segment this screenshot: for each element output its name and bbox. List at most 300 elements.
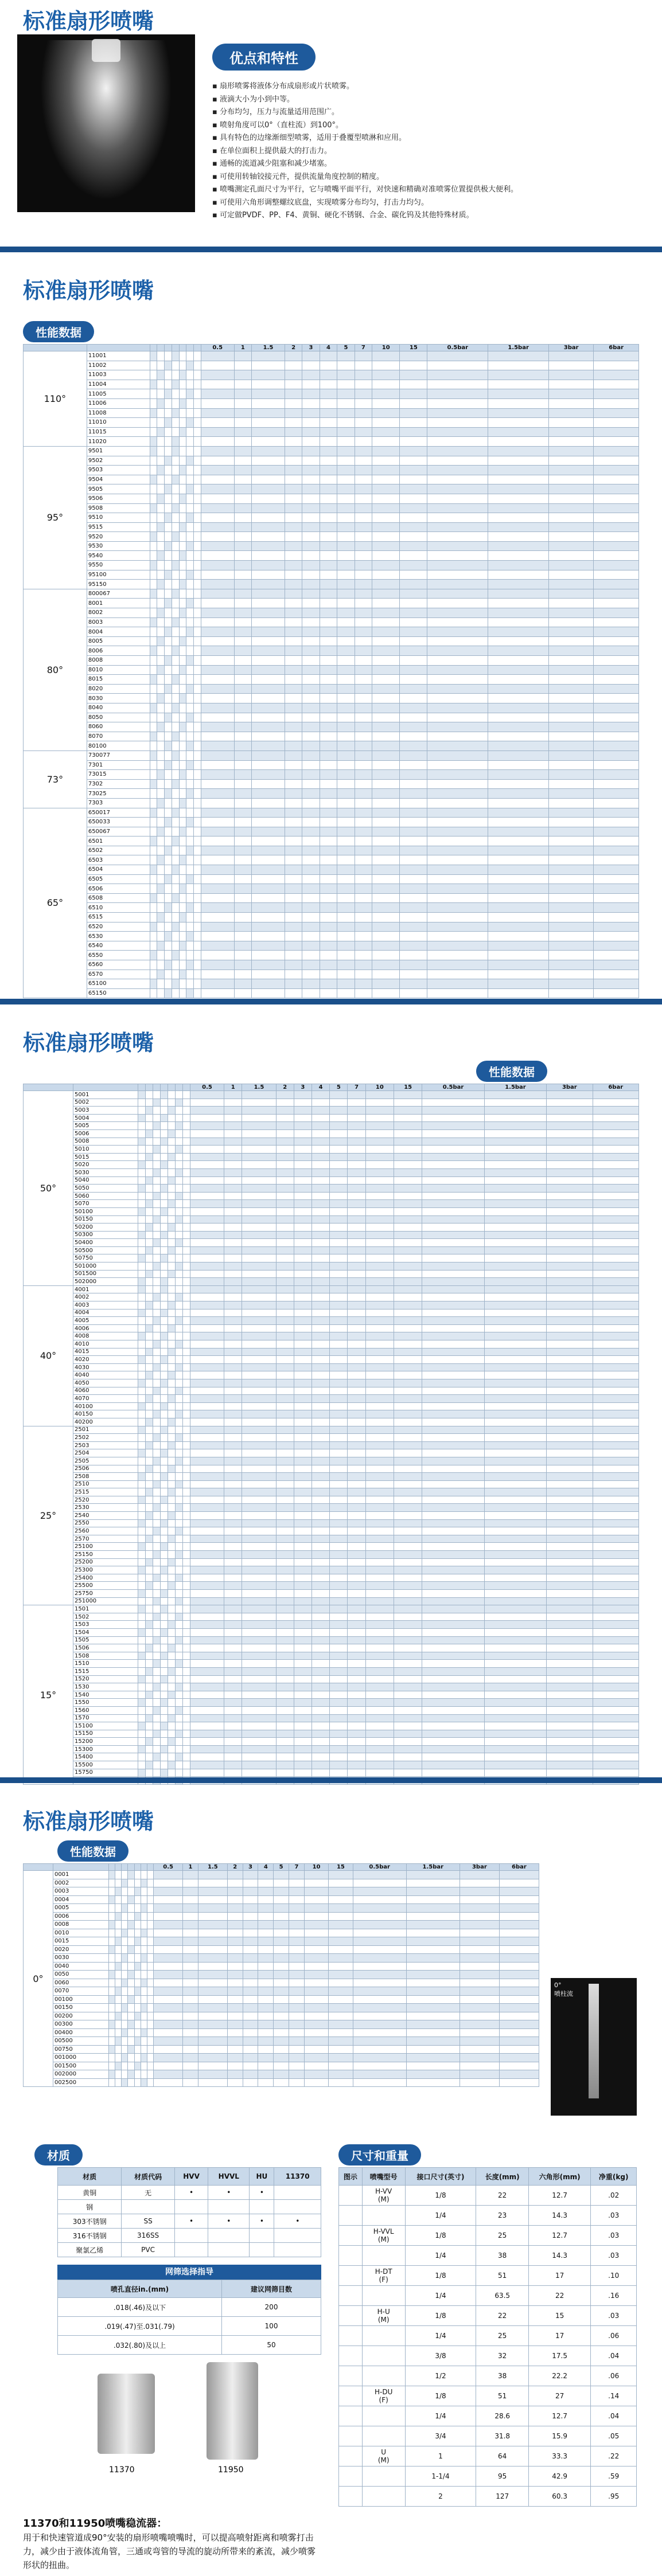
cell [174,2243,208,2257]
table-row [24,1122,639,1130]
flow-code: 0015 [53,1937,108,1946]
flow-code: 1502 [73,1613,138,1621]
flow-code: 80100 [87,741,150,751]
flow-code: 15100 [73,1722,138,1730]
cell: 1/4 [405,2206,476,2226]
table-row [24,1613,639,1621]
flow-code: 8008 [87,656,150,666]
table-row [24,836,639,846]
flow-code: 40100 [73,1402,138,1410]
cell: 51 [476,2386,529,2406]
cell: 38 [476,2246,529,2266]
table-row [24,1769,639,1777]
flow-code: 15150 [73,1730,138,1738]
flow-code: 0005 [53,1904,108,1913]
flow-code: 8070 [87,732,150,741]
flow-code: 50750 [73,1254,138,1262]
cell: 316SS [122,2229,174,2243]
pressure-col: 4 [320,345,337,351]
table-row [24,418,639,428]
flow-code: 4020 [73,1356,138,1364]
flow-code: 4015 [73,1348,138,1356]
table-row [24,1223,639,1232]
table-row [24,1652,639,1660]
flow-code: 50500 [73,1246,138,1254]
cell [362,2487,405,2507]
flow-code: 25400 [73,1574,138,1582]
table-row [24,675,639,685]
cell: PVC [122,2243,174,2257]
flow-code: 95100 [87,570,150,580]
flow-code: 8005 [87,636,150,646]
perf-table [23,344,639,998]
table-row [24,1153,639,1161]
table-row [24,1636,639,1644]
flow-code: 9520 [87,532,150,542]
angle-col: 0.5bar [422,1084,484,1091]
table-row [24,1176,639,1185]
flow-code: 800067 [87,589,150,599]
flow-code: 2508 [73,1473,138,1481]
flow-code: 4002 [73,1293,138,1301]
table-row [24,1278,639,1286]
flow-code: 502000 [73,1278,138,1286]
table-row [24,1402,639,1410]
features-pill: 优点和特性 [212,44,316,71]
cell [362,2206,405,2226]
flow-code: 5010 [73,1146,138,1154]
cell: 15.9 [528,2426,590,2446]
table-row [24,1937,539,1946]
table-row [24,865,639,875]
table-row [24,370,639,380]
cell: 钢 [58,2200,122,2214]
section3-header [23,1022,639,1062]
flow-code: 0040 [53,1962,108,1971]
table-row [24,1231,639,1239]
flow-code: 650067 [87,827,150,836]
header-cell: 六角形(mm) [528,2168,590,2186]
table-row [24,827,639,836]
cell: .05 [591,2426,637,2446]
angle-cell: 65° [24,808,87,998]
flow-code: 5015 [73,1153,138,1161]
flow-code: 50150 [73,1215,138,1223]
table-row [24,1660,639,1668]
flow-code: 1505 [73,1636,138,1644]
cell: 51 [476,2266,529,2286]
table-row [24,656,639,666]
flow-code: 501500 [73,1270,138,1278]
flow-code: 2506 [73,1465,138,1473]
table-row [339,2406,637,2426]
table-row [24,1340,639,1348]
flow-code: 9504 [87,475,150,484]
table-row [24,1246,639,1254]
cell: 1/8 [405,2226,476,2246]
header-cell: 接口尺寸(英寸) [405,2168,476,2186]
cell: .032(.80)及以上 [58,2336,222,2355]
table-row [24,1597,639,1605]
table-row [24,922,639,932]
cell: 22.2 [528,2366,590,2386]
table-row [24,627,639,637]
table-row [24,1262,639,1271]
section3-pill: 性能数据 [476,1061,547,1082]
table-row [24,1527,639,1535]
table-row [24,1207,639,1215]
table-row [24,361,639,370]
cell: .95 [591,2487,637,2507]
table-row [24,1675,639,1683]
cell [274,2186,321,2200]
flow-code: 9501 [87,446,150,456]
table-row [24,1114,639,1122]
table-row [24,694,639,703]
flow-code: 9503 [87,466,150,475]
table-row [24,893,639,903]
flow-code: 1510 [73,1660,138,1668]
table-row [24,570,639,580]
cell: 42.9 [528,2466,590,2487]
table-row [24,561,639,570]
cell: 50 [222,2336,321,2355]
flow-code: 8060 [87,722,150,732]
flow-code: 1503 [73,1621,138,1629]
table-row [24,446,639,456]
performance-table-1 [23,344,639,998]
cell: 23 [476,2206,529,2226]
table-row [24,475,639,484]
flow-code: 2502 [73,1434,138,1442]
table-row [24,808,639,818]
flow-code: 6503 [87,855,150,865]
table-row [24,1871,539,1879]
table-row [24,760,639,770]
table-row [24,750,639,760]
table-row [58,2186,321,2200]
flow-code: 8030 [87,694,150,703]
angle-cell: 80° [24,589,87,750]
flow-code: 11004 [87,380,150,389]
table-row [24,1722,639,1730]
header-cell: 材质代码 [122,2168,174,2186]
pressure-col: 7 [348,1084,365,1091]
table-row [24,580,639,589]
pressure-col: 15 [394,1084,422,1091]
table-row [24,684,639,694]
table-row [24,855,639,865]
table-row [24,1543,639,1551]
feature-item: ▪ 在单位面积上提供最大的打击力。 [212,146,332,155]
flow-code: 1520 [73,1675,138,1683]
flow-code: 4001 [73,1285,138,1293]
flow-code: 8004 [87,627,150,637]
table-row [24,1971,539,1979]
table-row [24,1465,639,1473]
table-row [24,1582,639,1590]
table-row [24,1449,639,1457]
cell [274,2200,321,2214]
flow-code: 2560 [73,1527,138,1535]
pressure-col: 7 [355,345,372,351]
table-row [24,770,639,780]
flow-code: 00200 [53,2012,108,2020]
pressure-col: 0.5 [190,1084,224,1091]
angle-cell: 15° [24,1605,73,1785]
flow-code: 0060 [53,1979,108,1987]
cell: 22 [528,2286,590,2306]
flow-code: 4040 [73,1371,138,1379]
table-row [339,2186,637,2206]
table-row [24,437,639,447]
flow-code: 6504 [87,865,150,875]
flow-code: 9502 [87,456,150,466]
angle-col: 0.5bar [427,345,488,351]
angle-col: 6bar [594,345,639,351]
flow-code: 4008 [73,1332,138,1340]
cell: 3/4 [405,2426,476,2446]
flow-code: 4003 [73,1301,138,1310]
header-cell: 喷孔直径in.(mm) [58,2280,222,2298]
section2-header [23,269,639,310]
section3-title: 标准扇形喷嘴 [23,1030,154,1056]
flow-code: 9550 [87,561,150,570]
flow-code: 0001 [53,1871,108,1879]
cell: .04 [591,2346,637,2366]
cell [274,2229,321,2243]
table-row [24,951,639,960]
cell [362,2406,405,2426]
table-row [24,1519,639,1527]
pressure-col: 2 [227,1864,243,1871]
footer-text: 用于和快速管道成90°安装的扇形喷嘴喷嘴时，可以提高喷射距离和喷雾打击力，减少由于液体流角管，三通或弯管的导流的旋动所带来的紊流，减少喷雾形状的扭曲。 [23,2532,316,2570]
table-row [24,1426,639,1434]
header-cell: HVV [174,2168,208,2186]
pressure-col: 1.5 [252,345,285,351]
pressure-col: 10 [372,345,400,351]
cell: .06 [591,2366,637,2386]
flow-code: 6550 [87,951,150,960]
table-row [24,722,639,732]
header-cell: 建议网筛目数 [222,2280,321,2298]
table-row [24,1738,639,1746]
cell [250,2243,274,2257]
flow-code: 5050 [73,1185,138,1193]
flow-code: 40150 [73,1410,138,1418]
table-row [24,1091,639,1099]
flow-code: 1530 [73,1683,138,1691]
cell [339,2346,363,2366]
feature-item: ▪ 喷嘴测定孔面尺寸为平行，它与喷嘴平面平行，对快速和精确对准喷雾位置提供极大便利。 [212,185,518,194]
flow-code: 00400 [53,2028,108,2037]
cell [362,2346,405,2366]
flow-code: 650033 [87,818,150,827]
table-row [24,903,639,913]
table-row [24,1879,539,1887]
flow-code: 8020 [87,684,150,694]
angle-cell: 50° [24,1091,73,1286]
section4-header [23,1800,639,1840]
cell: U (M) [362,2446,405,2466]
cell: 200 [222,2298,321,2317]
table-row [24,380,639,389]
flow-code: 11015 [87,427,150,437]
table-row [24,960,639,970]
flow-code: 7302 [87,779,150,789]
cell: .04 [591,2406,637,2426]
cell [208,2243,250,2257]
dimensions-pill: 尺寸和重量 [338,2144,421,2165]
separator [0,999,662,1004]
flow-code: 6505 [87,874,150,884]
flow-code: 11003 [87,370,150,380]
table-row [24,874,639,884]
table-row [24,1945,539,1954]
flow-code: 11010 [87,418,150,428]
flow-code: 6560 [87,960,150,970]
table-row [24,1954,539,1963]
flow-code: 1570 [73,1714,138,1722]
feature-item: ▪ 扇形喷雾将液体分布成扇形或片状喷雾。 [212,82,354,91]
table-row [24,1129,639,1137]
table-row [24,532,639,542]
angle-col: 3bar [547,1084,593,1091]
flow-code: 9530 [87,541,150,551]
table-row [24,2045,539,2054]
cell: 17 [528,2326,590,2346]
flow-code: 5070 [73,1200,138,1208]
cell: H-DU (F) [362,2386,405,2406]
nozzle-photo [17,34,195,212]
nozzle-11950-illustration [207,2362,258,2460]
table-row [24,979,639,989]
cell [250,2200,274,2214]
table-row [339,2246,637,2266]
flow-code: 5060 [73,1192,138,1200]
materials-pill: 材质 [34,2144,83,2165]
flow-code: 00300 [53,2020,108,2029]
flow-code: 8001 [87,599,150,608]
flow-code: 7301 [87,760,150,770]
table-row [24,1301,639,1310]
flow-code: 8015 [87,675,150,685]
table-row [24,351,639,361]
cell: 1/2 [405,2366,476,2386]
angle-col: 1.5bar [406,1864,459,1871]
flow-code: 2550 [73,1519,138,1527]
flow-code: 11006 [87,398,150,408]
cell: 黄铜 [58,2186,122,2200]
angle-col: 1.5bar [484,1084,546,1091]
cell: 32 [476,2346,529,2366]
flow-code: 2503 [73,1441,138,1449]
table-row [339,2306,637,2326]
flow-code: 4060 [73,1387,138,1395]
cell [339,2406,363,2426]
flow-code: 8002 [87,608,150,618]
flow-code: 002000 [53,2070,108,2079]
angle-col: 3bar [549,345,594,351]
header-cell: 图示 [339,2168,363,2186]
table-row [24,1987,539,1996]
cell: 31.8 [476,2426,529,2446]
flow-code: 5005 [73,1122,138,1130]
cell: 1/4 [405,2286,476,2306]
table-row [24,1504,639,1512]
flow-code: 2504 [73,1449,138,1457]
angle-cell: 40° [24,1285,73,1426]
flow-code: 5001 [73,1091,138,1099]
table-row [24,617,639,627]
cell [339,2286,363,2306]
flow-code: 6506 [87,884,150,894]
feature-item: ▪ 可使用六角形调整螺纹底盘，实现喷雾分布均匀，打击力均匀。 [212,198,429,207]
angle-cell: 110° [24,351,87,447]
table-row [24,1962,539,1971]
pressure-col: 3 [294,1084,311,1091]
flow-code: 0006 [53,1912,108,1921]
table-row [24,713,639,722]
table-row [339,2346,637,2366]
cell: 1/8 [405,2186,476,2206]
flow-code: 5030 [73,1168,138,1176]
flow-code: 0070 [53,1987,108,1996]
table-row [24,1457,639,1465]
table-row [24,1254,639,1262]
cell: H-VV (M) [362,2186,405,2206]
table-row [24,988,639,998]
table-row [24,636,639,646]
table-row [24,1356,639,1364]
cell [122,2200,174,2214]
cell: .03 [591,2206,637,2226]
table-row [24,1317,639,1325]
cell: 无 [122,2186,174,2200]
cell: • [174,2186,208,2200]
pressure-col: 15 [400,345,427,351]
table-row [24,1168,639,1176]
cell: • [208,2186,250,2200]
table-row [24,1699,639,1707]
table-row [24,1379,639,1387]
flow-code: 6540 [87,941,150,951]
flow-code: 2530 [73,1504,138,1512]
pressure-col: 4 [258,1864,274,1871]
table-row [24,1691,639,1699]
table-row [24,779,639,789]
flow-code: 4050 [73,1379,138,1387]
cell: 64 [476,2446,529,2466]
table-row [24,665,639,675]
cell [274,2243,321,2257]
table-row [24,2070,539,2079]
table-row [24,970,639,979]
cell: 1-1/4 [405,2466,476,2487]
cell: .03 [591,2246,637,2266]
cell: 1/8 [405,2386,476,2406]
flow-code: 1550 [73,1699,138,1707]
flow-code: 001500 [53,2062,108,2070]
cell: 1/4 [405,2326,476,2346]
cell: 12.7 [528,2226,590,2246]
table-row [58,2336,321,2355]
cell: 95 [476,2466,529,2487]
pressure-col: 1.5 [198,1864,227,1871]
section2-title: 标准扇形喷嘴 [23,278,154,303]
flow-code: 8010 [87,665,150,675]
flow-code: 0002 [53,1879,108,1887]
